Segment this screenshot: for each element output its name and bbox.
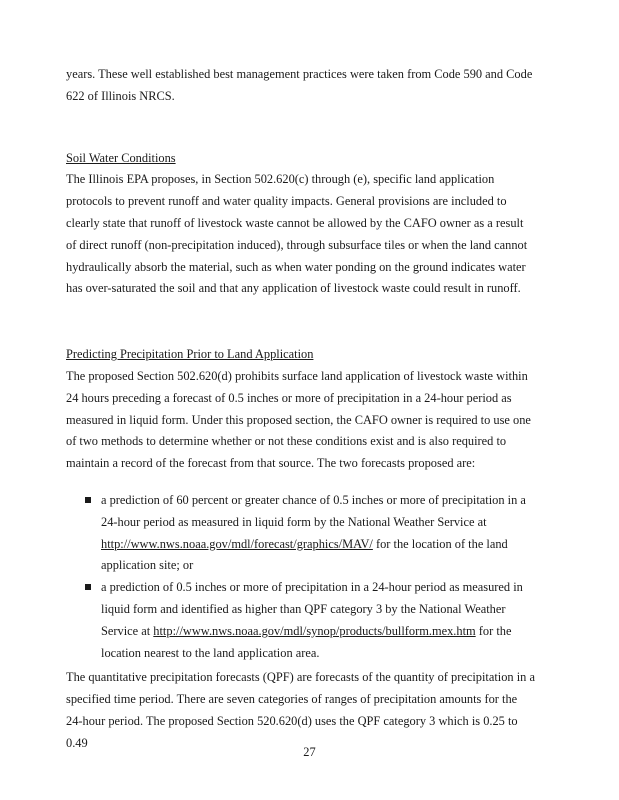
bullet-icon <box>85 584 91 590</box>
soil-water-heading: Soil Water Conditions <box>66 150 176 165</box>
qpf-paragraph: The quantitative precipitation forecasts (QPF) are forecasts of the quantity of precipitation in a specified time period. There are seven categories of ranges of precipitation amounts for the 24-hour period. The proposed Section 520.620(d) uses the QPF category 3 which is 0.25 to 0.49 <box>66 670 535 750</box>
bullet-text: a prediction of 0.5 inches or more of precipitation in a 24-hour period as measured in liquid form and identified as higher than QPF category 3 by the National Weather Service at <box>101 580 523 638</box>
list-item <box>66 577 536 664</box>
precipitation-paragraph: The proposed Section 502.620(d) prohibits surface land application of livestock waste within 24 hours preceding a forecast of 0.5 inches or more of precipitation in a 24-hour period as measured in liquid form. Under this proposed section, the CAFO owner is required to use one of two methods to determine whether or not these conditions exist and is also required to maintain a record of the forecast from that source. The two forecasts proposed are: <box>66 368 531 471</box>
nws-mav-link[interactable]: http://www.nws.noaa.gov/mdl/forecast/graphics/MAV/ <box>101 536 373 551</box>
nws-bullform-link[interactable]: http://www.nws.noaa.gov/mdl/synop/products/bullform.mex.htm <box>153 623 476 638</box>
bullet-icon <box>85 497 91 503</box>
bullet-text: for the location nearest to the land application area. <box>101 623 512 660</box>
bullet-text: for the location of the land application site; or <box>101 536 508 573</box>
precipitation-heading: Predicting Precipitation Prior to Land Application <box>66 347 314 362</box>
list-item <box>66 490 536 577</box>
intro-paragraph: years. These well established best management practices were taken from Code 590 and Code 622 of Illinois NRCS. <box>66 67 533 103</box>
page-number: 27 <box>303 745 316 759</box>
document-page <box>66 64 536 755</box>
forecast-list <box>66 490 536 664</box>
bullet-text: a prediction of 60 percent or greater chance of 0.5 inches or more of precipitation in a 24-hour period as measured in liquid form by the National Weather Service at <box>101 492 526 529</box>
soil-water-paragraph: The Illinois EPA proposes, in Section 502.620(c) through (e), specific land application protocols to prevent runoff and water quality impacts. General provisions are included to clearly state that runoff of livestock waste cannot be allowed by the CAFO owner as a result of direct runoff (non-precipitation induced), through subsurface tiles or when the land cannot hydraulically absorb the material, such as when water ponding on the ground indicates water has over-saturated the soil and that any application of livestock waste could result in runoff. <box>66 172 528 296</box>
